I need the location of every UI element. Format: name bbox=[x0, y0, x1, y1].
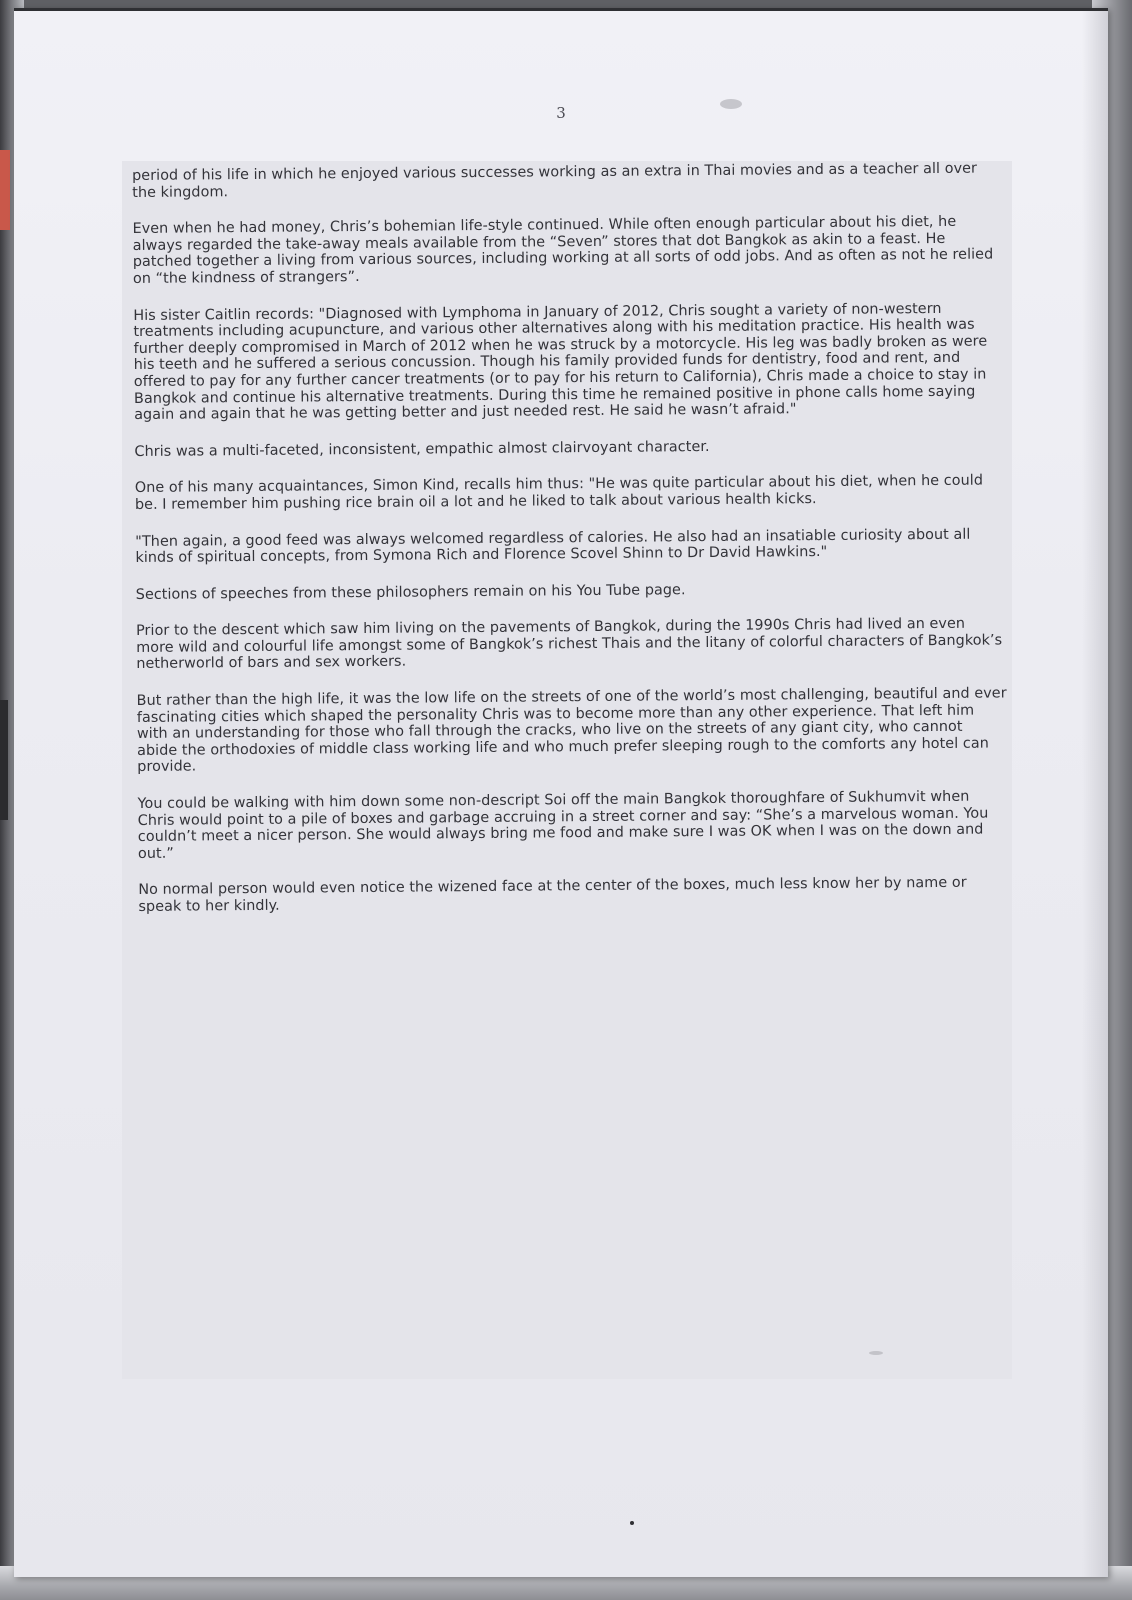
paragraph-1990s: Prior to the descent which saw him living on the pavements of Bangkok, during the 1990s Chris had lived an even more wild and colourful life amongst some of Bangkok’s richest Thais and the litany of colorful characters of Bangkok’s netherworld of bars and sex workers. bbox=[135, 616, 1003, 673]
paper-speck bbox=[720, 99, 742, 109]
paragraph-youtube: Sections of speeches from these philosophers remain on his You Tube page. bbox=[135, 581, 686, 603]
paragraph-sister-quote: His sister Caitlin records: "Diagnosed with Lymphoma in January of 2012, Chris sought a variety of non-western treatments including acupuncture, and various other alternatives along with his meditation practice. His health was further deeply compromised in March of 2012 when he was struck by a motorcycle. His leg was badly broken as were his teeth and he suffered a serious concussion. Though his family provided funds for dentistry, food and rent, and offered to pay for any further cancer treatments (or to pay for his return to California), Chris made a choice to stay in Bangkok and continue his alternative treatments. During this time he remained positive in phone calls home saying again and again that he was getting better and just needed rest. He said he wasn’t afraid." bbox=[133, 300, 988, 424]
body-text bbox=[132, 160, 1009, 935]
page-fold-shadow bbox=[1082, 11, 1108, 1577]
paragraph-character: Chris was a multi-faceted, inconsistent, empathic almost clairvoyant character. bbox=[134, 438, 710, 460]
paragraph-closing: No normal person would even notice the wizened face at the center of the boxes, much less know her by name or speak to her kindly. bbox=[138, 875, 967, 915]
paragraph-sukhumvit-story: You could be walking with him down some non-descript Soi off the main Bangkok thoroughfare of Sukhumvit when Chris would point to a pile of boxes and garbage accruing in a street corner and say: “She’s a marvelous woman. You couldn’t meet a nicer person. She would always bring me food and make sure I was OK when I was on the down and out.” bbox=[137, 788, 989, 862]
paragraph-career: period of his life in which he enjoyed various successes working as an extra in Thai movies and as a teacher all over the kingdom. bbox=[132, 160, 978, 201]
paragraph-acquaintance-quote: One of his many acquaintances, Simon Kind, recalls him thus: "He was quite particular about his diet, when he could be. I remember him pushing rice brain oil a lot and he liked to talk about various health kicks. bbox=[134, 472, 984, 513]
paper-page bbox=[14, 8, 1108, 1577]
backdrop-red-stripe bbox=[0, 150, 10, 230]
page-number: 3 bbox=[556, 104, 566, 122]
paragraph-spiritual-curiosity: "Then again, a good feed was always welcomed regardless of calories. He also had an insatiable curiosity about all kinds of spiritual concepts, from Symona Rich and Florence Scovel Shinn to Dr David Hawkins." bbox=[135, 526, 971, 567]
paragraph-low-life: But rather than the high life, it was the low life on the streets of one of the world’s most challenging, beautiful and ever fascinating cities which shaped the personality Chris was to become more than any other experience. That left him with an understanding for those who fall through the cracks, who live on the streets of any giant city, who cannot abide the orthodoxies of middle class working life and who much prefer sleeping rough to the comforts any hotel can provide. bbox=[136, 685, 1007, 776]
paragraph-bohemian-lifestyle: Even when he had money, Chris’s bohemian life-style continued. While often enough particular about his diet, he always regarded the take-away meals available from the “Seven” stores that dot Bangkok as akin to a feast. He patched together a living from various sources, including working at all sorts of odd jobs. And as often as not he relied on “the kindness of strangers”. bbox=[132, 213, 994, 287]
paper-speck bbox=[869, 1351, 883, 1355]
paper-speck bbox=[630, 1521, 634, 1525]
backdrop-dark-stripe bbox=[0, 700, 8, 820]
